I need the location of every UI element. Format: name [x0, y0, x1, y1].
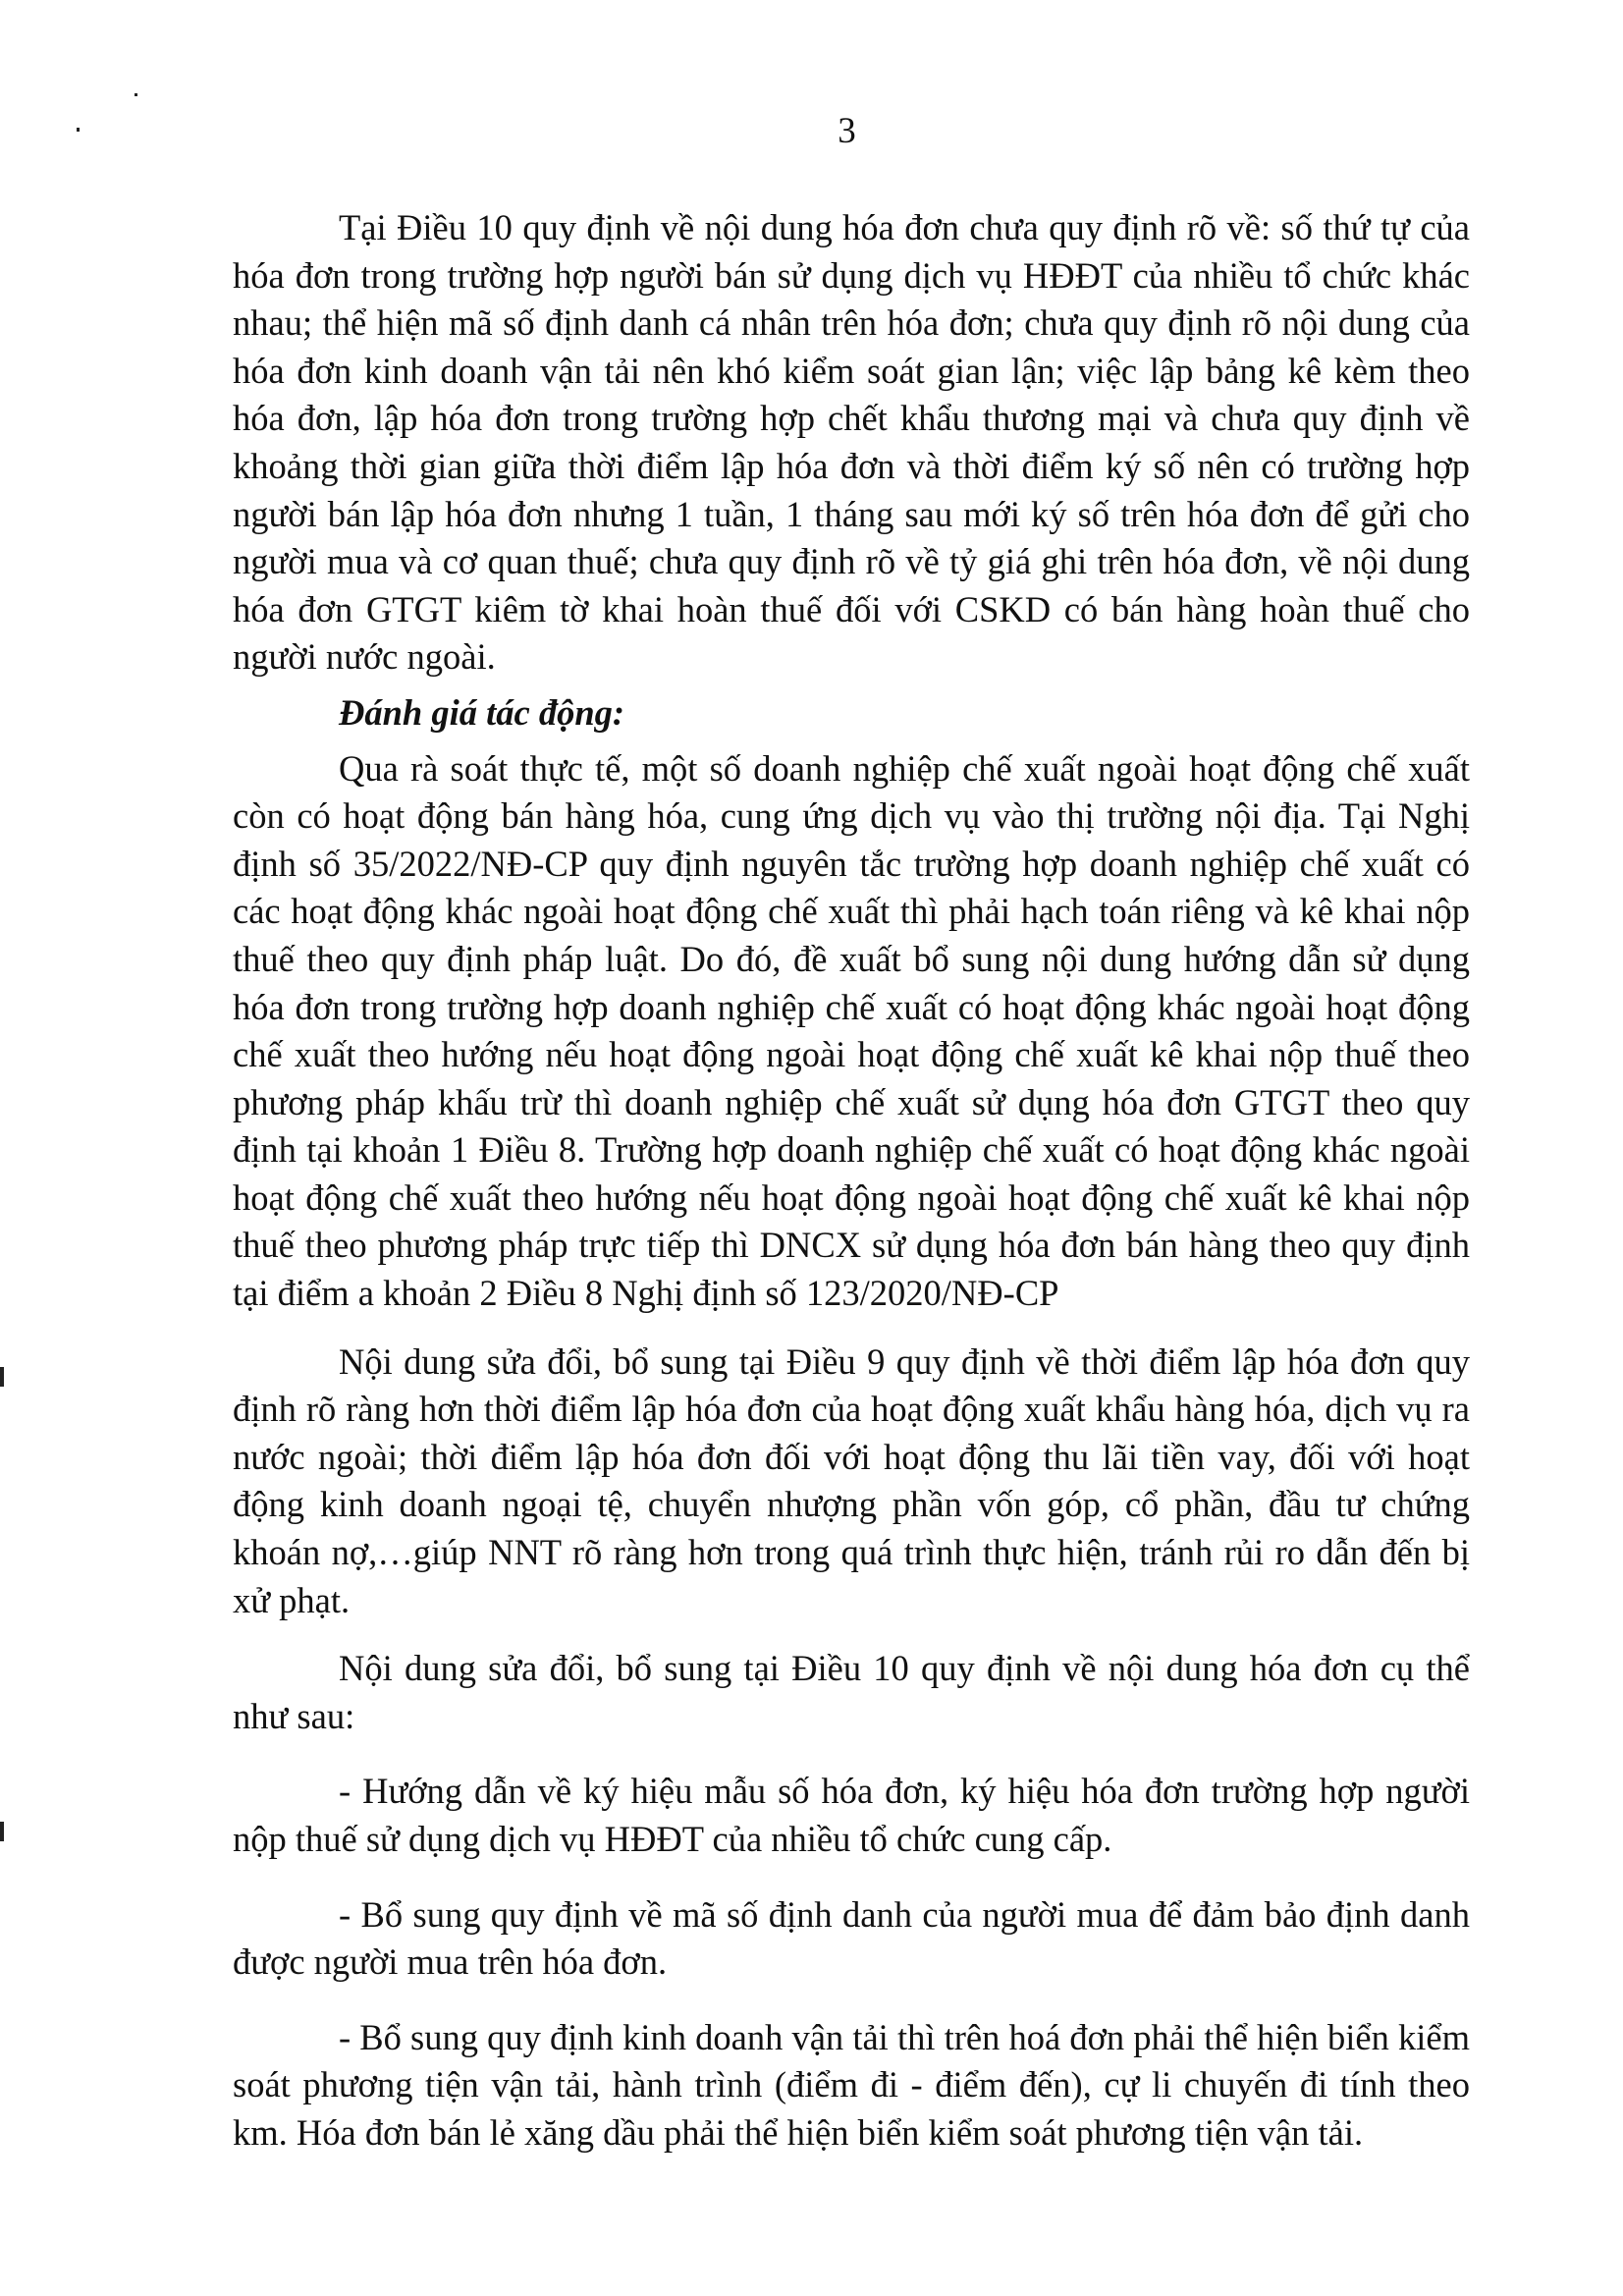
document-body — [233, 204, 1470, 2158]
section-heading: Đánh giá tác động: — [339, 691, 625, 733]
list-item: - Bổ sung quy định kinh doanh vận tải thì trên hoá đơn phải thể hiện biển kiểm soát phương tiện vận tải, hành trình (điểm đi - điểm đến), cự li chuyến đi tính theo km. Hóa đơn bán lẻ xăng dầu phải thể hiện biển kiểm soát phương tiện vận tải. — [233, 2016, 1470, 2153]
paragraph: Qua rà soát thực tế, một số doanh nghiệp chế xuất ngoài hoạt động chế xuất còn có hoạt động bán hàng hóa, cung ứng dịch vụ vào thị trường nội địa. Tại Nghị định số 35/2022/NĐ-CP quy định nguyên tắc trường hợp doanh nghiệp chế xuất có các hoạt động khác ngoài hoạt động chế xuất thì phải hạch toán riêng và kê khai nộp thuế theo quy định pháp luật. Do đó, đề xuất bổ sung nội dung hướng dẫn sử dụng hóa đơn trong trường hợp doanh nghiệp chế xuất có hoạt động khác ngoài hoạt động chế xuất theo hướng nếu hoạt động ngoài hoạt động chế xuất kê khai nộp thuế theo phương pháp khấu trừ thì doanh nghiệp chế xuất sử dụng hóa đơn GTGT theo quy định tại khoản 1 Điều 8. Trường hợp doanh nghiệp chế xuất có hoạt động khác ngoài hoạt động chế xuất theo hướng nếu hoạt động ngoài hoạt động chế xuất kê khai nộp thuế theo phương pháp trực tiếp thì DNCX sử dụng hóa đơn bán hàng theo quy định tại điểm a khoản 2 Điều 8 Nghị định số 123/2020/NĐ-CP — [233, 747, 1470, 1314]
list-item: - Bổ sung quy định về mã số định danh của người mua để đảm bảo định danh được người mua trên hóa đơn. — [233, 1893, 1470, 1983]
list-item: - Hướng dẫn về ký hiệu mẫu số hóa đơn, ký hiệu hóa đơn trường hợp người nộp thuế sử dụng dịch vụ HĐĐT của nhiều tổ chức cung cấp. — [233, 1771, 1470, 1859]
paragraph: Nội dung sửa đổi, bổ sung tại Điều 10 quy định về nội dung hóa đơn cụ thể như sau: — [233, 1648, 1470, 1736]
scan-edge-mark — [0, 1367, 4, 1387]
scan-edge-mark — [0, 1822, 4, 1841]
scan-speck — [135, 93, 137, 96]
paragraph: Nội dung sửa đổi, bổ sung tại Điều 9 quy định về thời điểm lập hóa đơn quy định rõ ràng hơn thời điểm lập hóa đơn của hoạt động xuất khẩu hàng hóa, dịch vụ ra nước ngoài; thời điểm lập hóa đơn đối với hoạt động thu lãi tiền vay, đối với hoạt động kinh doanh ngoại tệ, chuyển nhượng phần vốn góp, cổ phần, đầu tư chứng khoán nợ,…giúp NNT rõ ràng hơn trong quá trình thực hiện, tránh rủi ro dẫn đến bị xử phạt. — [233, 1340, 1470, 1620]
page-number: 3 — [838, 111, 856, 151]
paragraph: Tại Điều 10 quy định về nội dung hóa đơn chưa quy định rõ về: số thứ tự của hóa đơn trong trường hợp người bán sử dụng dịch vụ HĐĐT của nhiều tổ chức khác nhau; thể hiện mã số định danh cá nhân trên hóa đơn; chưa quy định rõ nội dung của hóa đơn kinh doanh vận tải nên khó kiểm soát gian lận; việc lập bảng kê kèm theo hóa đơn, lập hóa đơn trong trường hợp chết khẩu thương mại và chưa quy định về khoảng thời gian giữa thời điểm lập hóa đơn và thời điểm ký số nên có trường hợp người bán lập hóa đơn nhưng 1 tuần, 1 tháng sau mới ký số trên hóa đơn để gửi cho người mua và cơ quan thuế; chưa quy định rõ về tỷ giá ghi trên hóa đơn, về nội dung hóa đơn GTGT kiêm tờ khai hoàn thuế đối với CSKD có bán hàng hoàn thuế cho người nước ngoài. — [233, 207, 1470, 678]
